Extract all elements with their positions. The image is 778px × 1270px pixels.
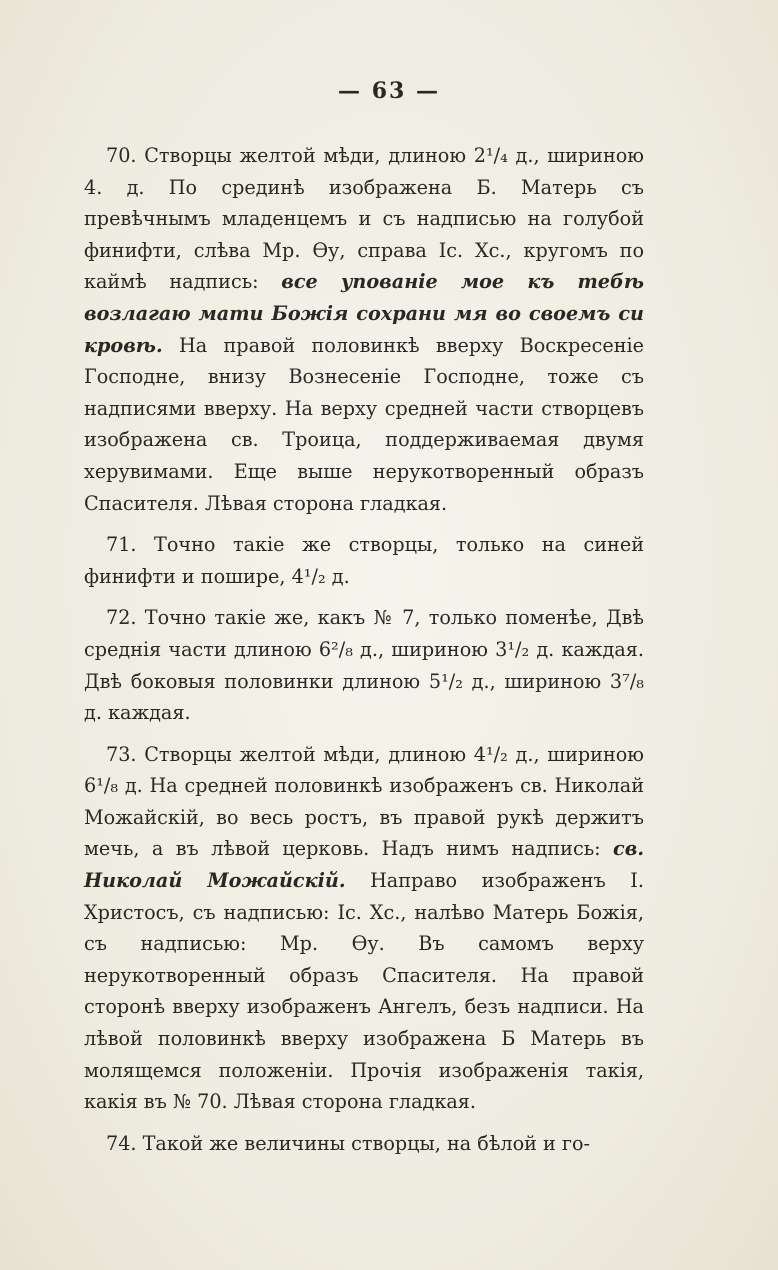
body-text [84,140,644,1169]
paragraph-72-text: 72. Точно такіе же, какъ № 7, только поменѣе, Двѣ среднія части длиною 6²/₈ д., шириною 3¹/₂ д. каждая. Двѣ боковыя половинки длиною 5¹/₂ д., шириною 3⁷/₈ д. каждая. [84,606,644,725]
paragraph-74 [84,1128,644,1160]
paragraph-70 [84,140,644,519]
paragraph-72 [84,602,644,728]
paragraph-74-text: 74. Такой же величины створцы, на бѣлой и го- [106,1131,591,1155]
paragraph-70-text-continued: На правой половинкѣ вверху Воскресеніе Господне, внизу Вознесеніе Господне, тоже съ надписями вверху. На верху средней части створцевъ изображена св. Троица, поддерживаемая двумя херувимами. Еще выше нерукотворенный образъ Спасителя. Лѣвая сторона гладкая. [84,333,644,515]
paragraph-73-italic-inscription: св. Николай Можайскій. [84,837,644,893]
paragraph-71 [84,529,644,592]
paragraph-71-text: 71. Точно такіе же створцы, только на синей финифти и пошире, 4¹/₂ д. [84,533,644,588]
paragraph-73-text-continued: Направо изображенъ І. Христосъ, съ надписью: Іс. Хс., налѣво Матерь Божія, съ надписью: Мр. Өу. Въ самомъ верху нерукотворенный образъ Спасителя. На правой сторонѣ вверху изображенъ Ангелъ, безъ надписи. На лѣвой половинкѣ вверху изображена Б Матерь въ молящемся положеніи. Прочія изображенія такія, какія въ № 70. Лѣвая сторона гладкая. [84,869,644,1114]
page-number: — 63 — [338,78,440,104]
paragraph-73 [84,739,644,1118]
paragraph-70-text: 70. Створцы желтой мѣди, длиною 2¹/₄ д., шириною 4. д. По срединѣ изображена Б. Матерь съ превѣчнымъ младенцемъ и съ надписью на голубой финифти, слѣва Мр. Өу, справа Іс. Хс., кругомъ по каймѣ надпись: [84,144,644,294]
paragraph-73-text: 73. Створцы желтой мѣди, длиною 4¹/₂ д., шириною 6¹/₈ д. На средней половинкѣ изображенъ св. Николай Можайскій, во весь ростъ, въ правой рукѣ держитъ мечь, а въ лѣвой церковь. Надъ нимъ надпись: [84,742,644,861]
paragraph-70-italic-inscription: все упованіе мое къ тебѣ возлагаю мати Божія сохрани мя во своемъ си кровѣ. [84,270,644,357]
